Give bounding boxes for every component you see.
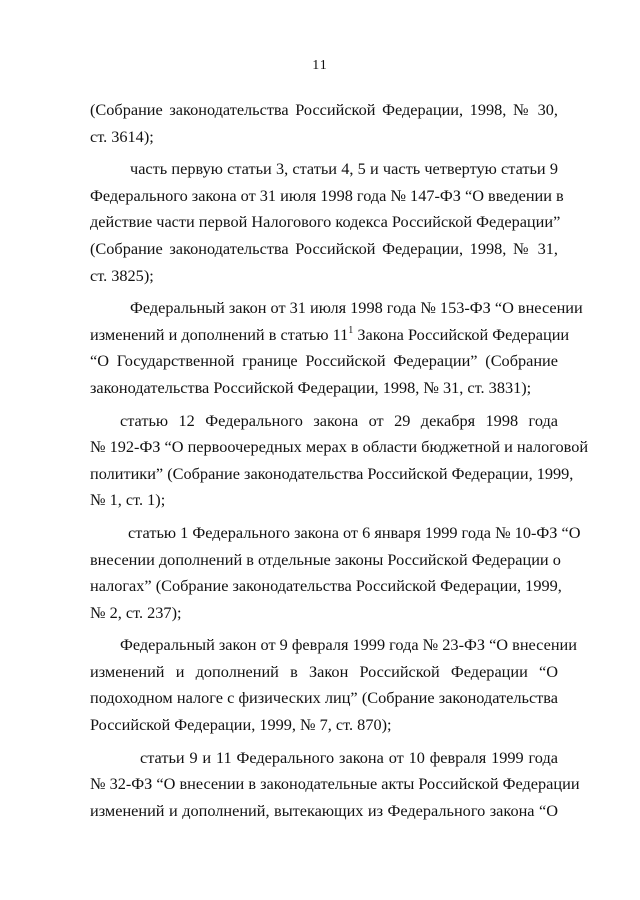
text-line: политики” (Собрание законодательства Российской Федерации, 1999,: [90, 463, 574, 483]
paragraph-fz-147: [90, 156, 564, 289]
paragraph-fz-153: [90, 295, 583, 401]
text-line: (Собрание законодательства Российской Федерации, 1998, № 31,: [90, 238, 558, 258]
text-line: изменений и дополнений в Закон Российской Федерации “О: [90, 661, 558, 681]
paragraph-fz-32: [90, 745, 580, 825]
page-number: 11: [312, 58, 328, 73]
text-line: Федеральный закон от 9 февраля 1999 года № 23-ФЗ “О внесении: [120, 635, 577, 655]
text-line: законодательства Российской Федерации, 1998, № 31, ст. 3831);: [90, 377, 532, 397]
paragraph-fz-23: [90, 632, 577, 738]
text-line: налогах” (Собрание законодательства Российской Федерации, 1999,: [90, 576, 562, 596]
text-line: внесении дополнений в отдельные законы Российской Федерации о: [90, 549, 561, 569]
text-line: Российской Федерации, 1999, № 7, ст. 870);: [90, 715, 392, 735]
text-line: подоходном налоге с физических лиц” (Собрание законодательства: [90, 688, 558, 708]
text-line: ст. 3825);: [90, 265, 154, 285]
text-line-tail: Закона Российской Федерации: [353, 324, 570, 344]
document-body: [90, 97, 589, 830]
paragraph-continuation: [90, 97, 558, 150]
paragraph-fz-192: [90, 408, 589, 514]
text-line: часть первую статьи 3, статьи 4, 5 и часть четвертую статьи 9: [130, 159, 558, 179]
text-line-head: изменений и дополнений в статью 11: [90, 324, 349, 344]
text-line: № 1, ст. 1);: [90, 490, 166, 510]
text-line: ст. 3614);: [90, 126, 154, 146]
text-line: Федеральный закон от 31 июля 1998 года № 153-ФЗ “О внесении: [130, 298, 583, 318]
superscript: 1: [348, 324, 354, 336]
text-line: № 2, ст. 237);: [90, 602, 182, 622]
text-line: № 192-ФЗ “О первоочередных мерах в области бюджетной и налоговой: [90, 437, 589, 457]
text-line: № 32-ФЗ “О внесении в законодательные акты Российской Федерации: [90, 774, 580, 794]
text-line: [90, 322, 570, 349]
text-line: статью 12 Федерального закона от 29 декабря 1998 года: [120, 410, 558, 430]
text-line: Федерального закона от 31 июля 1998 года № 147-ФЗ “О введении в: [90, 185, 564, 205]
text-line: действие части первой Налогового кодекса Российской Федерации”: [90, 212, 561, 232]
text-line: изменений и дополнений, вытекающих из Федерального закона “О: [90, 800, 558, 820]
text-line: (Собрание законодательства Российской Федерации, 1998, № 30,: [90, 100, 558, 119]
text-line: статью 1 Федерального закона от 6 января 1999 года № 10-ФЗ “О: [128, 522, 581, 542]
text-line: статьи 9 и 11 Федерального закона от 10 февраля 1999 года: [140, 747, 558, 767]
text-line: “О Государственной границе Российской Федерации” (Собрание: [90, 351, 558, 371]
paragraph-fz-10: [90, 520, 581, 626]
